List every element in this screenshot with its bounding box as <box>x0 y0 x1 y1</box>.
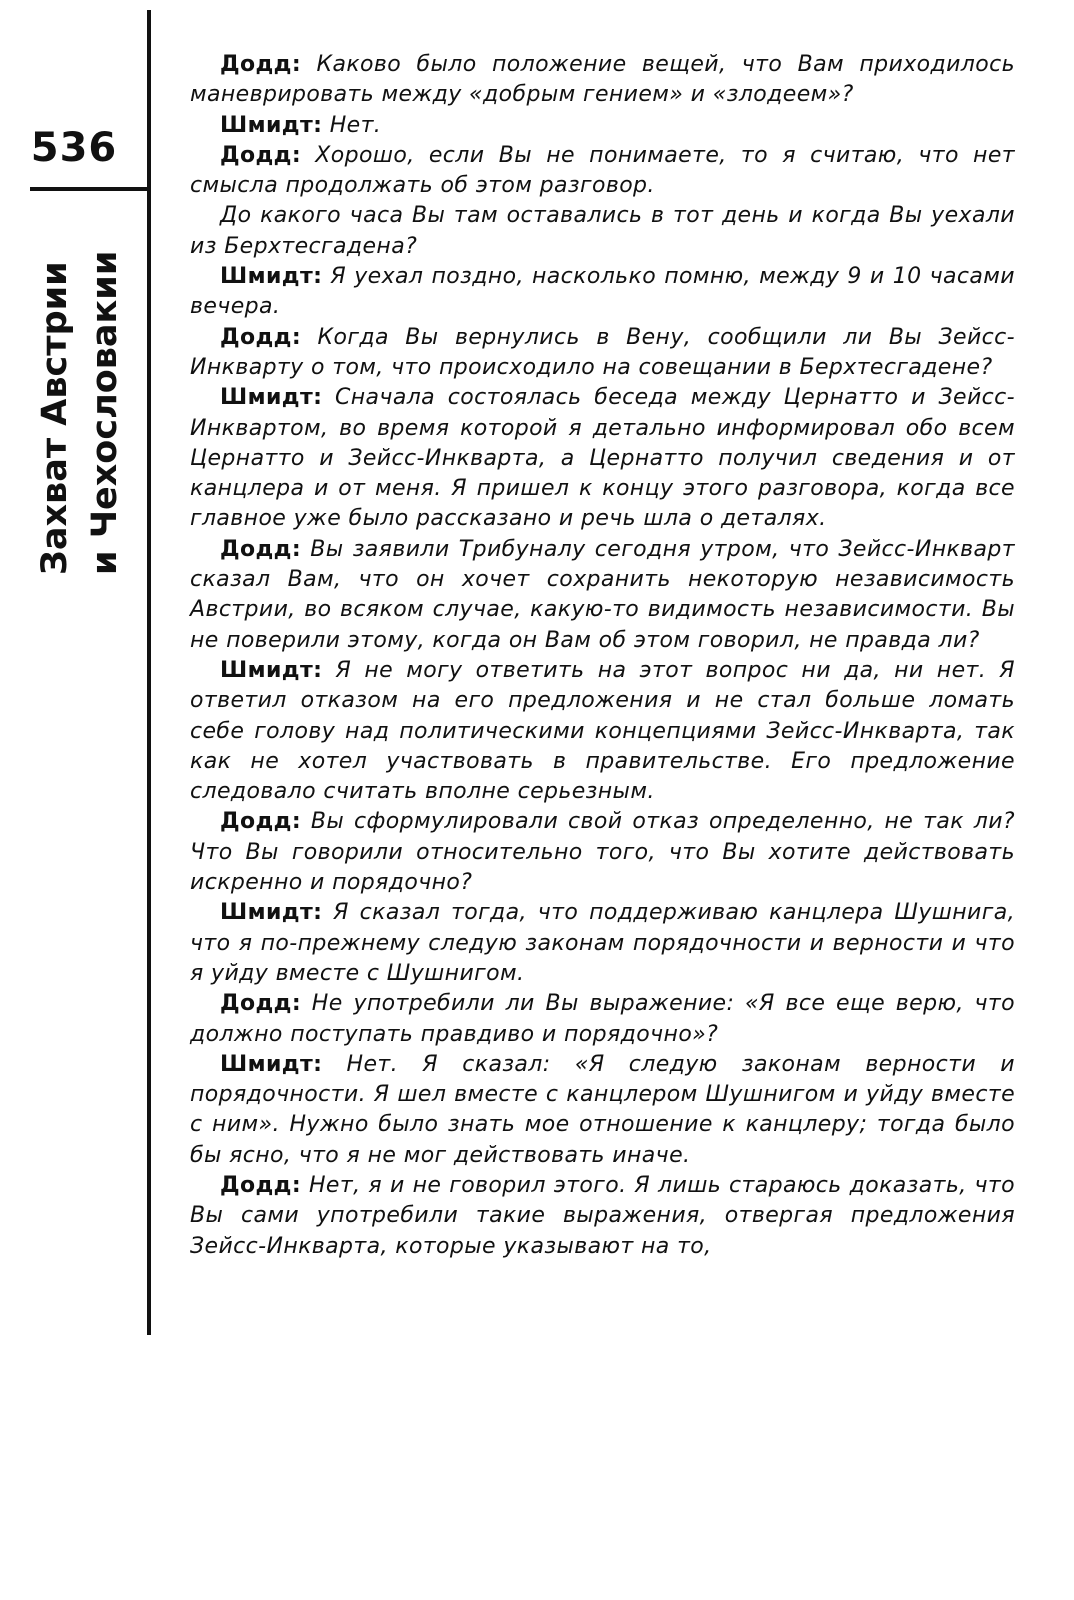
paragraph-text: Нет. Я сказал: «Я следую законам верности и порядочности. Я шел вместе с канцлером Шушнигом и уйду вместе с ним». Нужно было знать мое отношение к канцлеру; тогда было бы ясно, что я не мог действовать иначе. <box>190 1051 1015 1168</box>
paragraph-text: Я уехал поздно, насколько помню, между 9 и 10 часами вечера. <box>190 264 1015 320</box>
speaker-name: Шмидт: <box>220 1051 323 1077</box>
paragraph <box>190 50 1015 111</box>
speaker-name: Додд: <box>220 536 302 562</box>
paragraph <box>190 1171 1015 1262</box>
paragraph <box>190 989 1015 1050</box>
paragraph <box>190 141 1015 202</box>
page-margin <box>0 0 150 1600</box>
paragraph <box>190 1050 1015 1171</box>
paragraph <box>190 656 1015 807</box>
paragraph-text: Я сказал тогда, что поддерживаю канцлера Шушнига, что я по-прежнему следую законам порядочности и верности и что я уйду вместе с Шушнигом. <box>190 900 1015 986</box>
speaker-name: Шмидт: <box>220 385 323 411</box>
paragraph-text: Каково было положение вещей, что Вам приходилось маневрировать между «добрым гением» и «злодеем»? <box>190 52 1015 108</box>
paragraph <box>190 807 1015 898</box>
margin-vertical-rule <box>147 10 151 1335</box>
paragraph-text: Нет, я и не говорил этого. Я лишь стараюсь доказать, что Вы сами употребили такие выражения, отвергая предложения Зейсс-Инкварта, которые указывают на то, <box>190 1172 1015 1259</box>
paragraph-text: Хорошо, если Вы не понимаете, то я считаю, что нет смысла продолжать об этом разговор. <box>190 142 1015 199</box>
paragraph <box>190 201 1015 262</box>
paragraph-text: Нет. <box>322 112 382 138</box>
paragraph-text: Когда Вы вернулись в Вену, сообщили ли Вы Зейсс-Инкварту о том, что происходило на совещании в Берхтесгадене? <box>190 324 1015 380</box>
paragraph <box>190 111 1015 141</box>
paragraph <box>190 535 1015 656</box>
running-head-line-1: Захват Австрии <box>35 261 75 575</box>
paragraph-text: Вы заявили Трибуналу сегодня утром, что Зейсс-Инкварт сказал Вам, что он хочет сохранить некоторую независимость Австрии, во всяком случае, какую-то видимость независимости. Вы не поверили этому, когда он Вам об этом говорил, не правда ли? <box>190 536 1015 653</box>
page-number-rule <box>30 187 148 191</box>
speaker-name: Додд: <box>220 991 302 1017</box>
speaker-name: Додд: <box>220 142 302 168</box>
speaker-name: Шмидт: <box>220 112 323 138</box>
speaker-name: Шмидт: <box>220 900 323 926</box>
speaker-name: Додд: <box>220 52 302 77</box>
speaker-name: Додд: <box>220 809 302 835</box>
speaker-name: Додд: <box>220 324 302 350</box>
paragraph <box>190 898 1015 989</box>
paragraph-text: Сначала состоялась беседа между Цернатто и Зейсс-Инквартом, во время которой я детально информировал обо всем Цернатто и Зейсс-Инкварта, а Цернатто получил сведения и от канцлера и от меня. Я пришел к концу этого разговора, когда все главное уже было рассказано и речь шла о деталях. <box>190 385 1015 532</box>
paragraph <box>190 323 1015 384</box>
running-head-line-2: и Чехословакии <box>85 250 125 575</box>
page-number: 536 <box>30 125 118 171</box>
speaker-name: Шмидт: <box>220 264 323 290</box>
paragraph-text: Я не могу ответить на этот вопрос ни да, ни нет. Я ответил отказом на его предложения и не стал больше ломать себе голову над политическими концепциями Зейсс-Инкварта, так как не хотел участвовать в правительстве. Его предложение следовало считать вполне серьезным. <box>190 657 1015 805</box>
paragraph-text: До какого часа Вы там оставались в тот день и когда Вы уехали из Берхтесгадена? <box>190 203 1015 259</box>
paragraph <box>190 383 1015 534</box>
main-text <box>190 50 1015 1262</box>
speaker-name: Шмидт: <box>220 657 323 683</box>
paragraph-text: Вы сформулировали свой отказ определенно, не так ли? Что Вы говорили относительно того, что Вы хотите действовать искренно и порядочно? <box>190 809 1015 896</box>
speaker-name: Додд: <box>220 1172 302 1198</box>
paragraph-text: Не употребили ли Вы выражение: «Я все еще верю, что должно поступать правдиво и порядочно»? <box>190 991 1015 1047</box>
running-head <box>30 215 130 575</box>
paragraph <box>190 262 1015 323</box>
